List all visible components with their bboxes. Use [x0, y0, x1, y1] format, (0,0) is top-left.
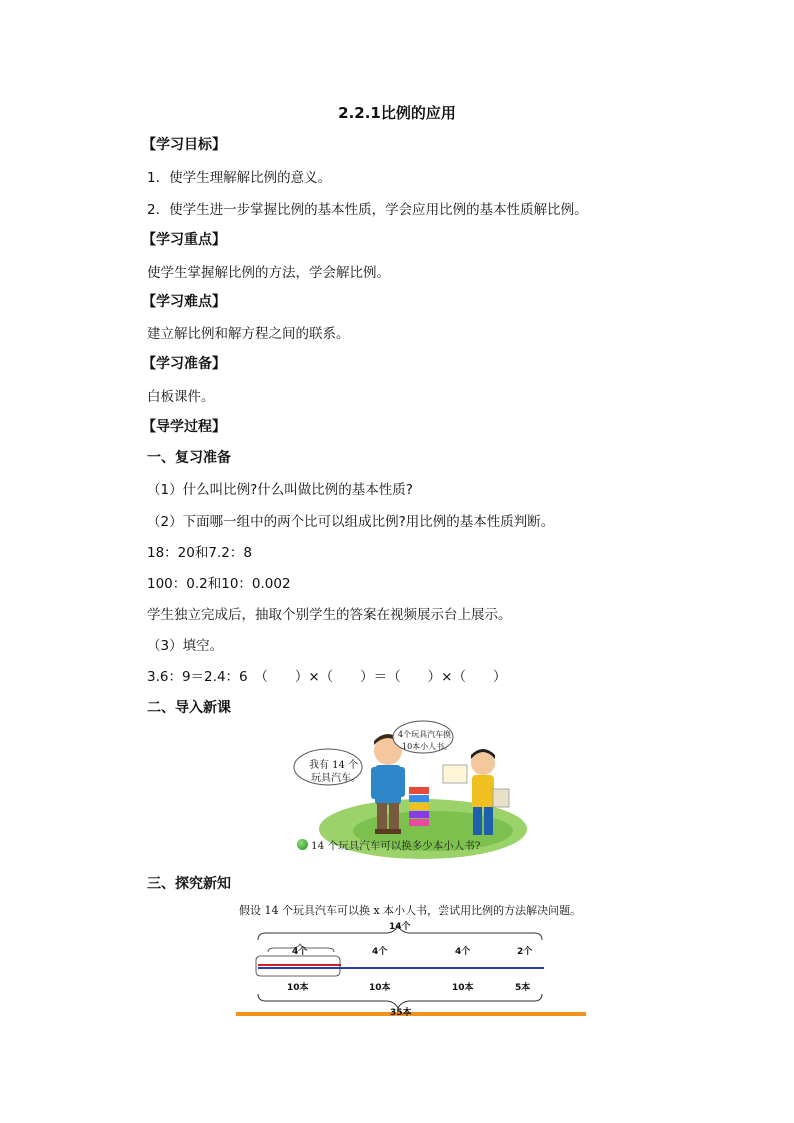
diagram-top-part-3: 4个 [455, 947, 471, 957]
prep-text: 白板课件。 [147, 389, 215, 405]
toy-car-stack [409, 787, 429, 826]
difficult-text: 建立解比例和解方程之间的联系。 [147, 326, 350, 342]
review-question-3: （3）填空。 [147, 638, 224, 654]
right-bubble-line-1: 4个玩具汽车换 [398, 730, 452, 739]
prep-heading: 【学习准备】 [142, 356, 226, 372]
diagram-bottom-total: 35本 [390, 1008, 412, 1018]
diagram-bottom-part-4: 5本 [515, 983, 531, 993]
process-heading: 【导学过程】 [142, 419, 226, 435]
review-question-2: （2）下面哪一组中的两个比可以组成比例?用比例的基本性质判断。 [147, 514, 555, 530]
green-dot-icon [297, 839, 308, 850]
diagram-top-part-4: 2个 [517, 947, 533, 957]
explore-heading: 三、探究新知 [147, 876, 231, 892]
diagram-instruction: 假设 14 个玩具汽车可以换 x 本小人书，尝试用比例的方法解决问题。 [239, 904, 582, 917]
illustration-caption [297, 838, 480, 853]
goal-item-1: 1．使学生理解解比例的意义。 [147, 170, 332, 186]
review-note: 学生独立完成后，抽取个别学生的答案在视频展示台上展示。 [147, 607, 512, 623]
left-bubble-line-2: 玩具汽车。 [311, 773, 361, 784]
left-bubble-line-1: 我有 14 个 [309, 760, 359, 771]
difficult-heading: 【学习难点】 [142, 294, 226, 310]
diagram-bottom-part-1: 10本 [287, 983, 309, 993]
key-heading: 【学习重点】 [142, 232, 226, 248]
page-title: 2.2.1比例的应用 [338, 104, 456, 122]
diagram-top-part-2: 4个 [372, 947, 388, 957]
key-text: 使学生掌握解比例的方法，学会解比例。 [147, 265, 390, 281]
diagram-top-total: 14个 [389, 922, 411, 932]
ratio-pair-2: 100：0.2和10：0.002 [147, 576, 291, 592]
right-bubble-line-2: 10本小人书。 [402, 742, 453, 751]
diagram-bottom-part-3: 10本 [452, 983, 474, 993]
fill-blank-equation: 3.6：9＝2.4：6 （ ）×（ ）＝（ ）×（ ） [147, 669, 507, 685]
ratio-pair-1: 18：20和7.2：8 [147, 545, 252, 561]
diagram-top-part-1: 4个 [292, 947, 308, 957]
review-question-1: （1）什么叫比例?什么叫做比例的基本性质? [147, 482, 413, 498]
review-heading: 一、复习准备 [147, 450, 231, 466]
intro-heading: 二、导入新课 [147, 700, 231, 716]
segment-diagram [236, 916, 588, 1020]
goal-item-2: 2．使学生进一步掌握比例的基本性质，学会应用比例的基本性质解比例。 [147, 202, 588, 218]
goal-heading: 【学习目标】 [142, 137, 226, 153]
caption-text: 14 个玩具汽车可以换多少本小人书? [311, 840, 481, 852]
diagram-bottom-part-2: 10本 [369, 983, 391, 993]
